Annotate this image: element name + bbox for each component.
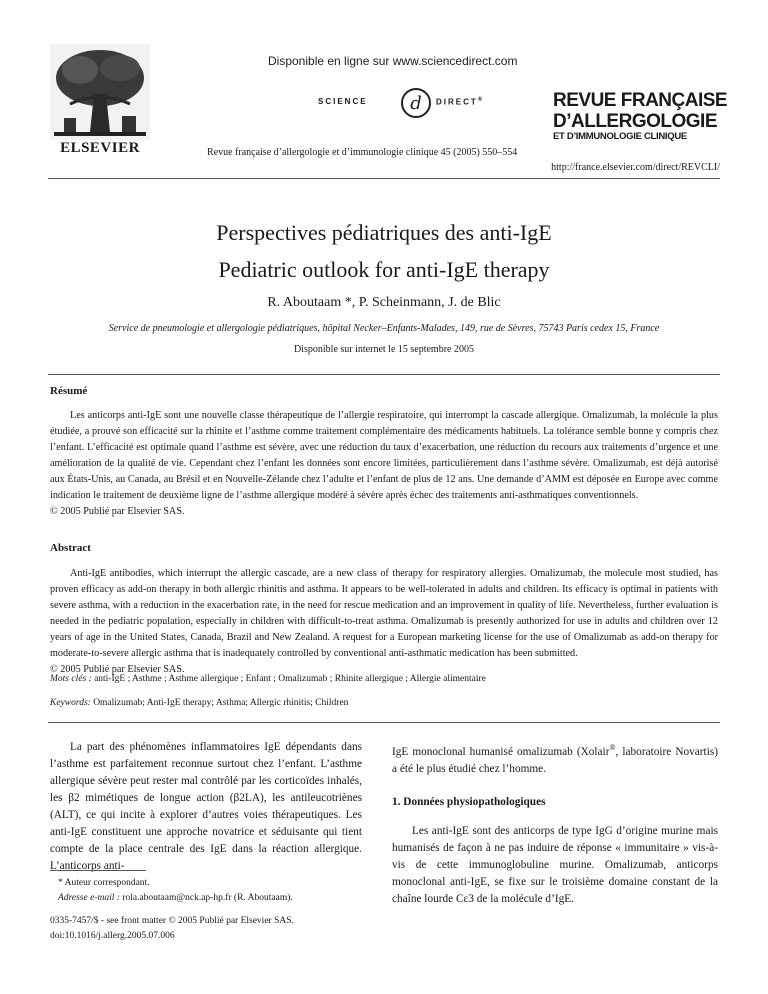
resume-text: Les anticorps anti-IgE sont une nouvelle classe thérapeutique de l’allergie respiratoire, qui interrompt la cascade allergique. Omalizumab, la molécule la plus étudiée, a prouvé son efficacité sur la rhinite et l’asthme comme traitement complémentaire des médicaments habituels. La tolérance semble bonne y compris chez l’enfant. L’efficacité est optimale quand l’asthme est sévère, avec une réduction du taux d’exacerbation, une réduction du recours aux traitements d’urgence et une amélioration de la qualité de vie. Cependant chez l’enfant les données sont encore limitées, particulièrement dans l’asthme sévère. Omalizumab, est déjà autorisé aux États-Unis, au Canada, au Brésil et en Nouvelle-Zélande chez l’adulte et l’enfant de plus de 12 ans. Une demande d’AMM est déposée en Europe avec comme indication le traitement de deuxième ligne de l’asthme allergique modéré à sévère après échec des traitements anti-asthmatiques conventionnels. (50, 410, 718, 501)
keywords-french-label: Mots clés : (50, 674, 92, 684)
authors: R. Aboutaam *, P. Scheinmann, J. de Blic (267, 295, 501, 310)
online-availability: Disponible en ligne sur www.sciencedirect.com (268, 54, 518, 68)
footnote-divider (50, 870, 146, 871)
journal-title (553, 90, 727, 132)
journal-subtitle: ET D’IMMUNOLOGIE CLINIQUE (553, 131, 687, 142)
email-label: Adresse e-mail : (58, 893, 120, 903)
resume-copyright: © 2005 Publié par Elsevier SAS. (50, 506, 185, 517)
abstract-heading: Abstract (50, 542, 91, 554)
issn-line: 0335-7457/$ - see front matter © 2005 Publié par Elsevier SAS. (50, 916, 294, 926)
keywords-bottom-divider (48, 722, 720, 723)
publisher-name: ELSEVIER (60, 140, 140, 156)
section-heading: 1. Données physiopathologiques (392, 795, 546, 808)
sd-at-icon (400, 87, 432, 124)
abstract-text: Anti-IgE antibodies, which interrupt the allergic cascade, are a new class of therapy for respiratory allergies. Omalizumab, the molecule most studied, has proven efficacy as add-on therapy in both allergic rhinitis and asthma. It appears to be well-tolerated in adults and children. Its efficacy is optimal in patients with severe asthma, with a reduction in the exacerbation rate, in the need for rescue medication and an improvement in quality of life. Nevertheless, further evaluation is needed in the pediatric population, especially in children with difficult-to-treat asthma. Omalizumab is presently authorized for use in adults and children over 12 years of age in the United States, Canada, Brazil and New Zealand. A request for a European marketing license for the use of Omalizumab as add-on therapy for moderate-to-severe allergic asthma that is inadequately controlled by conventional anti-asthmatic medication has been submitted. (50, 568, 718, 659)
author-email-note (58, 891, 293, 906)
intro-continuation: IgE monoclonal humanisé omalizumab (Xolair®, laboratoire Novartis) a été le plus étudié chez l’homme. (392, 743, 718, 775)
sciencedirect-logo (318, 87, 528, 117)
keywords-english-label: Keywords: (50, 698, 91, 708)
elsevier-tree-logo (50, 44, 150, 140)
title-french: Perspectives pédiatriques des anti-IgE (216, 220, 552, 245)
resume-heading: Résumé (50, 385, 88, 397)
keywords-french (50, 674, 486, 684)
keywords-french-list: anti-IgE ; Asthme ; Asthme allergique ; Enfant ; Omalizumab ; Rhinite allergique ; Allergie alimentaire (91, 674, 486, 684)
journal-url[interactable]: http://france.elsevier.com/direct/REVCLI/ (551, 162, 720, 173)
abstract-body (50, 566, 718, 678)
body-left-column (50, 739, 362, 875)
journal-title-line-1: REVUE FRANÇAISE (553, 90, 728, 111)
email-address[interactable]: rola.aboutaam@nck.ap-hp.fr (R. Aboutaam). (119, 893, 293, 903)
sd-science-text: SCIENCE (318, 97, 368, 106)
header-divider (48, 178, 720, 179)
keywords-english (50, 698, 348, 708)
abstract-top-divider (48, 374, 720, 375)
physiopathology-paragraph: Les anti-IgE sont des anticorps de type IgG d’origine murine mais humanisés de façon à ne pas induire de réponse « immunitaire » vis-à-vis de cette immunoglobuline murine. Omalizumab, anticorps monoclonal anti-IgE, se fixe sur le troisième domaine constant de la chaîne lourde Cε3 de la molécule d’IgE. (392, 824, 718, 905)
abstract-copyright: © 2005 Publié par Elsevier SAS. (50, 664, 185, 675)
availability-date: Disponible sur internet le 15 septembre 2005 (294, 344, 474, 355)
title-english: Pediatric outlook for anti-IgE therapy (218, 257, 550, 282)
doi-line[interactable]: doi:10.1016/j.allerg.2005.07.006 (50, 931, 175, 941)
affiliation: Service de pneumologie et allergologie pédiatriques, hôpital Necker–Enfants-Malades, 149, rue de Sèvres, 75743 Paris cedex 15, France (108, 323, 660, 334)
svg-text:d: d (410, 93, 422, 114)
sd-direct-text: DIRECT® (436, 97, 485, 107)
journal-citation: Revue française d’allergologie et d’immunologie clinique 45 (2005) 550–554 (207, 147, 518, 158)
body-right-column (392, 739, 718, 908)
intro-paragraph: La part des phénomènes inflammatoires IgE dépendants dans l’asthme est parfaitement reconnue surtout chez l’enfant. L’asthme allergique sévère peut rester mal contrôlé par les corticoïdes inhalés, les β2 mimétiques de longue action (β2LA), les antileucotriènes (ALT), ce qui incite à explorer d’autres voies thérapeutiques. Les anti-IgE constituent une approche novatrice et séduisante qui tient compte de la place centrale des IgE dans la réaction allergique. L’anticorps anti- (50, 741, 362, 872)
journal-title-line-2: D’ALLERGOLOGIE (553, 111, 717, 132)
resume-body (50, 408, 718, 520)
keywords-english-list: Omalizumab; Anti-IgE therapy; Asthma; Allergic rhinitis; Children (90, 698, 349, 708)
corresponding-author-note: * Auteur correspondant. (58, 878, 150, 888)
